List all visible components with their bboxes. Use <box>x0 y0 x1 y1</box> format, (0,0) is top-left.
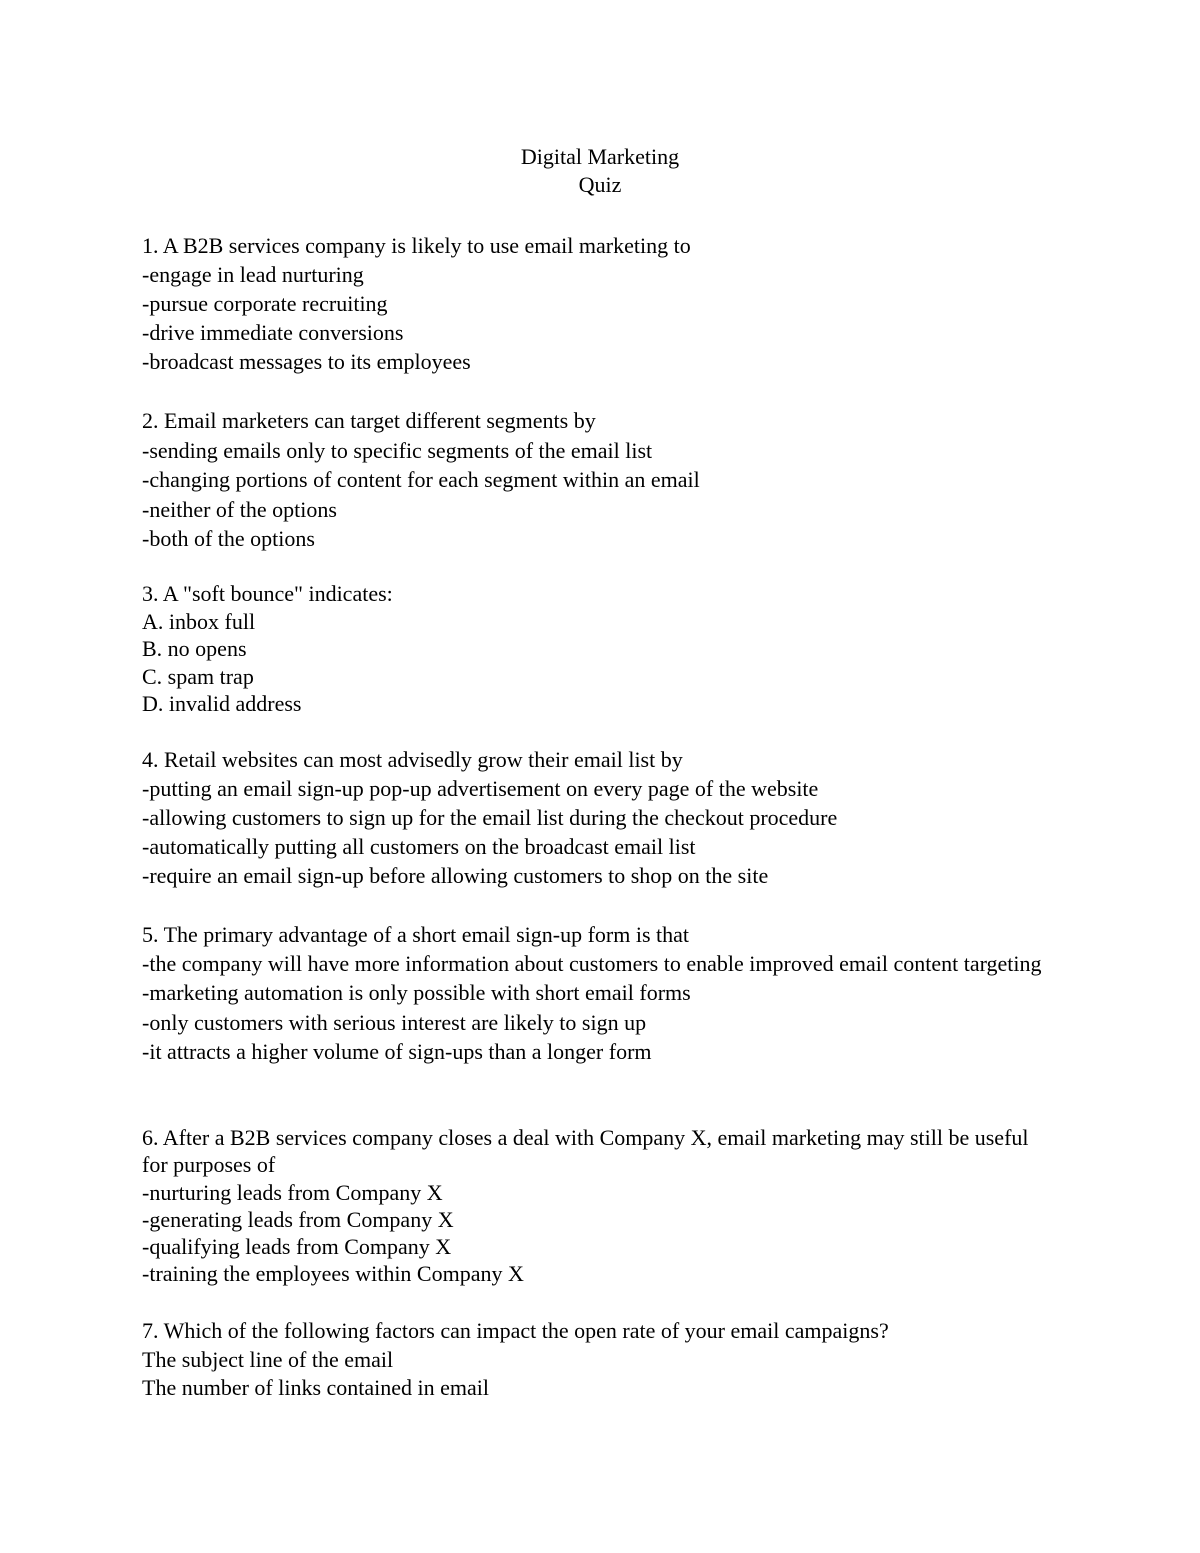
question-stem: 2. Email marketers can target different segments by <box>142 408 596 433</box>
question-option: -allowing customers to sign up for the email list during the checkout procedure <box>142 805 838 830</box>
question-stem: 1. A B2B services company is likely to use email marketing to <box>142 233 691 258</box>
question-stem: 5. The primary advantage of a short email sign-up form is that <box>142 922 690 947</box>
document-subtitle: Quiz <box>578 172 622 197</box>
question-3 <box>142 580 1042 718</box>
question-option: -it attracts a higher volume of sign-ups than a longer form <box>142 1038 652 1064</box>
question-option: -both of the options <box>142 526 315 551</box>
question-stem: 6. After a B2B services company closes a deal with Company X, email marketing may still be useful for purposes of <box>142 1125 1029 1178</box>
title-block <box>0 143 1200 199</box>
question-option: -neither of the options <box>142 496 337 522</box>
question-option: -nurturing leads from Company X <box>142 1179 443 1205</box>
question-option: -require an email sign-up before allowing customers to shop on the site <box>142 863 769 888</box>
question-option: -changing portions of content for each segment within an email <box>142 467 700 492</box>
question-option: -drive immediate conversions <box>142 320 404 345</box>
question-option: C. spam trap <box>142 663 254 689</box>
question-option: -the company will have more information about customers to enable improved email content targeting <box>142 951 1042 977</box>
question-option: -putting an email sign-up pop-up advertisement on every page of the website <box>142 776 819 801</box>
question-7 <box>142 1317 1042 1403</box>
question-option: A. inbox full <box>142 608 256 634</box>
question-6 <box>142 1124 1042 1288</box>
question-stem: 4. Retail websites can most advisedly grow their email list by <box>142 747 683 772</box>
question-option: -training the employees within Company X <box>142 1261 524 1287</box>
document-title: Digital Marketing <box>520 144 680 169</box>
question-1 <box>142 231 1042 376</box>
question-stem: 7. Which of the following factors can impact the open rate of your email campaigns? <box>142 1318 889 1343</box>
question-option: D. invalid address <box>142 691 302 716</box>
question-stem: 3. A "soft bounce" indicates: <box>142 581 393 606</box>
question-option: The number of links contained in email <box>142 1375 490 1400</box>
question-option: -automatically putting all customers on the broadcast email list <box>142 834 696 859</box>
question-5 <box>142 920 1042 1066</box>
question-2 <box>142 406 1042 554</box>
question-option: -qualifying leads from Company X <box>142 1234 452 1260</box>
question-option: -sending emails only to specific segments of the email list <box>142 437 653 463</box>
question-option: -engage in lead nurturing <box>142 262 364 287</box>
question-option: -generating leads from Company X <box>142 1206 454 1232</box>
question-option: B. no opens <box>142 636 247 661</box>
question-option: -pursue corporate recruiting <box>142 291 388 316</box>
question-option: -only customers with serious interest are likely to sign up <box>142 1009 647 1035</box>
question-option: -broadcast messages to its employees <box>142 349 471 374</box>
question-option: The subject line of the email <box>142 1346 394 1372</box>
question-option: -marketing automation is only possible with short email forms <box>142 980 691 1006</box>
question-4 <box>142 745 1042 890</box>
